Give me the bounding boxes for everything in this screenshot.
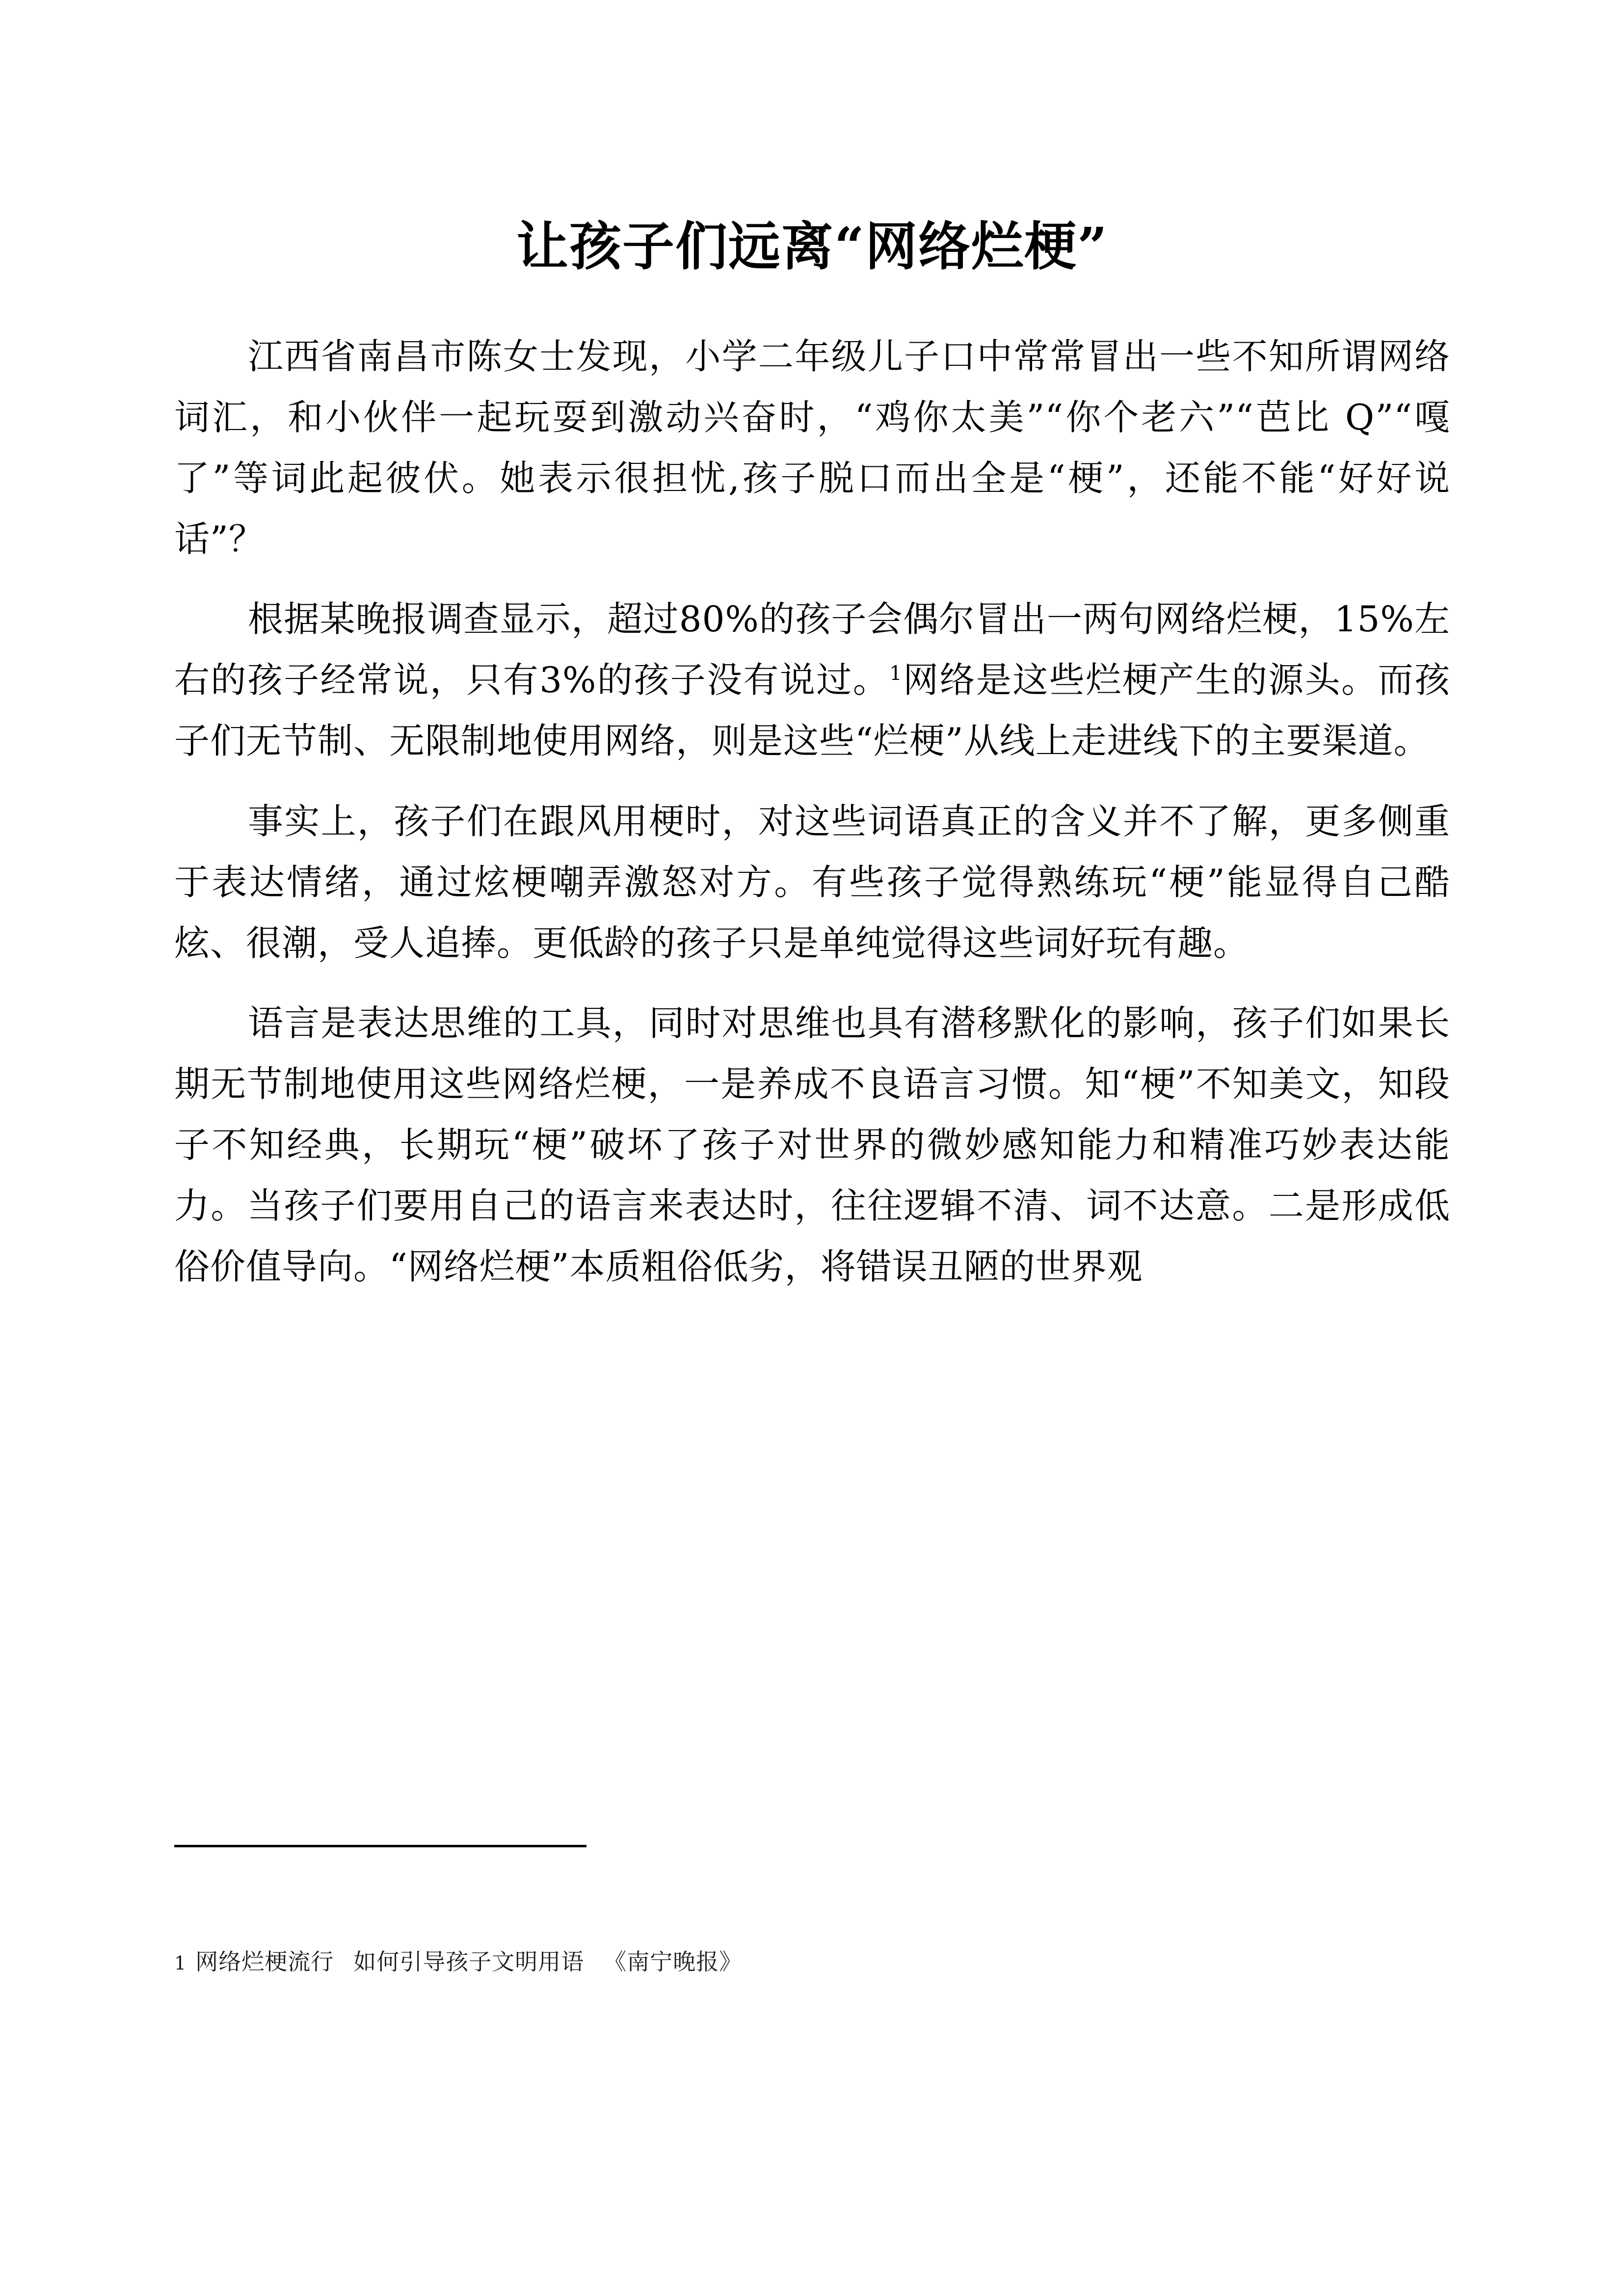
paragraph-2-tail: 网络是这些烂梗产生的源头。而孩子们无节制、无限制地使用网络，则是这些“烂梗”从线上走进线下的主要渠道。 xyxy=(174,659,1450,762)
footnote-text-2: 如何引导孩子文明用语 xyxy=(353,1948,585,1975)
document-body xyxy=(174,211,1450,1317)
paragraph-2 xyxy=(174,589,1450,771)
footnote-marker[interactable]: 1 xyxy=(889,662,903,685)
paragraph-3: 事实上，孩子们在跟风用梗时，对这些词语真正的含义并不了解，更多侧重于表达情绪，通过炫梗嘲弄激怒对方。有些孩子觉得熟练玩“梗”能显得自己酷炫、很潮，受人追捧。更低龄的孩子只是单纯觉得这些词好玩有趣。 xyxy=(174,800,1450,964)
footnote-text-3: 《南宁晚报》 xyxy=(604,1948,743,1975)
paragraph-4: 语言是表达思维的工具，同时对思维也具有潜移默化的影响，孩子们如果长期无节制地使用这些网络烂梗，一是养成不良语言习惯。知“梗”不知美文，知段子不知经典，长期玩“梗”破坏了孩子对世界的微妙感知能力和精准巧妙表达能力。当孩子们要用自己的语言来表达时，往往逻辑不清、词不达意。二是形成低俗价值导向。“网络烂梗”本质粗俗低劣，将错误丑陋的世界观 xyxy=(174,1002,1450,1287)
paragraph-2-text: 根据某晚报调查显示，超过80%的孩子会偶尔冒出一两句网络烂梗，15%左右的孩子经常说，只有3%的孩子没有说过。 xyxy=(174,598,1450,701)
footnote-separator xyxy=(174,1845,586,1847)
footnote-text-1: 网络烂梗流行 xyxy=(195,1948,334,1975)
page-title: 让孩子们远离“网络烂梗” xyxy=(516,216,1108,277)
footnote xyxy=(174,1944,1450,1980)
paragraph-1: 江西省南昌市陈女士发现，小学二年级儿子口中常常冒出一些不知所谓网络词汇，和小伙伴一起玩耍到激动兴奋时，“鸡你太美”“你个老六”“芭比 Q”“嘎了”等词此起彼伏。她表示很担忧,孩子脱口而出全是“梗”，还能不能“好好说话”？ xyxy=(174,336,1450,560)
footnote-number: 1 xyxy=(174,1952,187,1974)
